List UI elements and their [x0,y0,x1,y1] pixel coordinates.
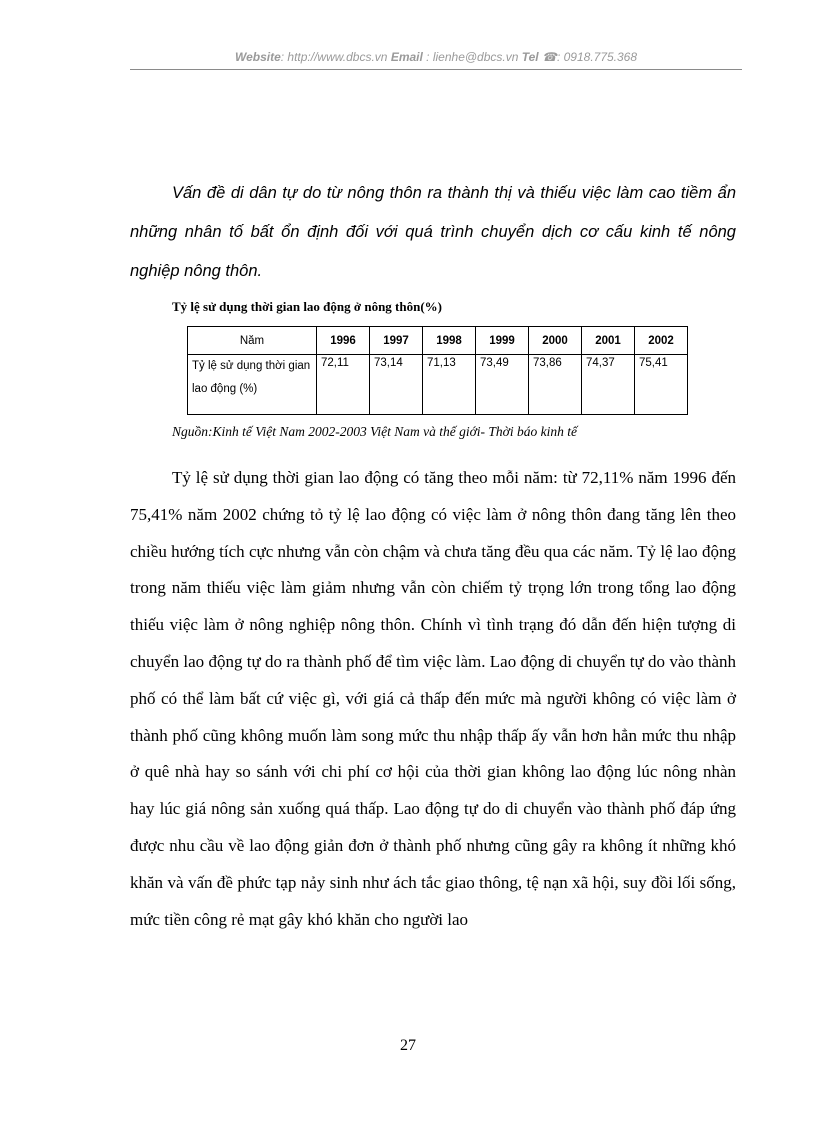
table-cell: 72,11 [317,355,370,415]
table-year: 2001 [582,327,635,355]
table-year: 2000 [529,327,582,355]
table-year: 1996 [317,327,370,355]
table-row-label: Tỷ lệ sử dụng thời gian lao động (%) [188,355,317,415]
table-cell: 75,41 [635,355,688,415]
table-cell: 73,49 [476,355,529,415]
tel-label: Tel [521,50,539,64]
table-cell: 71,13 [423,355,476,415]
table-year: 2002 [635,327,688,355]
table-row [188,355,688,415]
website-value: : http://www.dbcs.vn [280,50,388,64]
table-title: Tỷ lệ sử dụng thời gian lao động ở nông thôn(%) [172,299,442,314]
table-header-row [188,327,688,355]
tel-value: : 0918.775.368 [556,50,638,64]
table-year: 1998 [423,327,476,355]
website-label: Website [234,50,281,64]
table-cell: 74,37 [582,355,635,415]
table-header-label: Năm [188,327,317,355]
table-cell: 73,14 [370,355,423,415]
telephone-icon: ☎ [542,50,557,64]
page-header [130,50,742,70]
table-year: 1999 [476,327,529,355]
table-cell: 73,86 [529,355,582,415]
body-paragraph: Tỷ lệ sử dụng thời gian lao động có tăng theo mỗi năm: từ 72,11% năm 1996 đến 75,41% năm 2002 chứng tỏ tỷ lệ lao động có việc làm ở nông thôn đang tăng lên theo chiều hướng tích cực nhưng vẫn còn chậm và chưa tăng đều qua các năm. Tỷ lệ lao động trong năm thiếu việc làm giảm nhưng vẫn còn chiếm tỷ trọng lớn trong tổng lao động thiếu việc làm ở nông nghiệp nông thôn. Chính vì tình trạng đó dẫn đến hiện tượng di chuyển lao động tự do ra thành phố để tìm việc làm. Lao động di chuyển tự do vào thành phố có thể làm bất cứ việc gì, với giá cả thấp đến mức mà người không có việc làm ở thành phố cũng không muốn làm song mức thu nhập thấp ấy vẫn hơn hẳn mức thu nhập ở quê nhà hay so sánh với chi phí cơ hội của thời gian không lao động lúc nông nhàn hay lúc giá nông sản xuống quá thấp. Lao động tự do di chuyển vào thành phố đáp ứng được nhu cầu về lao động giản đơn ở thành phố nhưng cũng gây ra không ít những khó khăn và vấn đề phức tạp nảy sinh như ách tắc giao thông, tệ nạn xã hội, suy đồi lối sống, mức tiền công rẻ mạt gây khó khăn cho người lao [130,468,736,929]
labor-time-table [187,326,688,415]
email-label: Email [390,50,423,64]
table-year: 1997 [370,327,423,355]
intro-paragraph: Vấn đề di dân tự do từ nông thôn ra thành thị và thiếu việc làm cao tiềm ẩn những nhân tố bất ổn định đối với quá trình chuyển dịch cơ cấu kinh tế nông nghiệp nông thôn. [130,184,736,280]
page-number: 27 [400,1037,416,1054]
table-source: Nguồn:Kinh tế Việt Nam 2002-2003 Việt Nam và thế giới- Thời báo kinh tế [172,424,577,439]
email-value: : lienhe@dbcs.vn [426,50,519,64]
